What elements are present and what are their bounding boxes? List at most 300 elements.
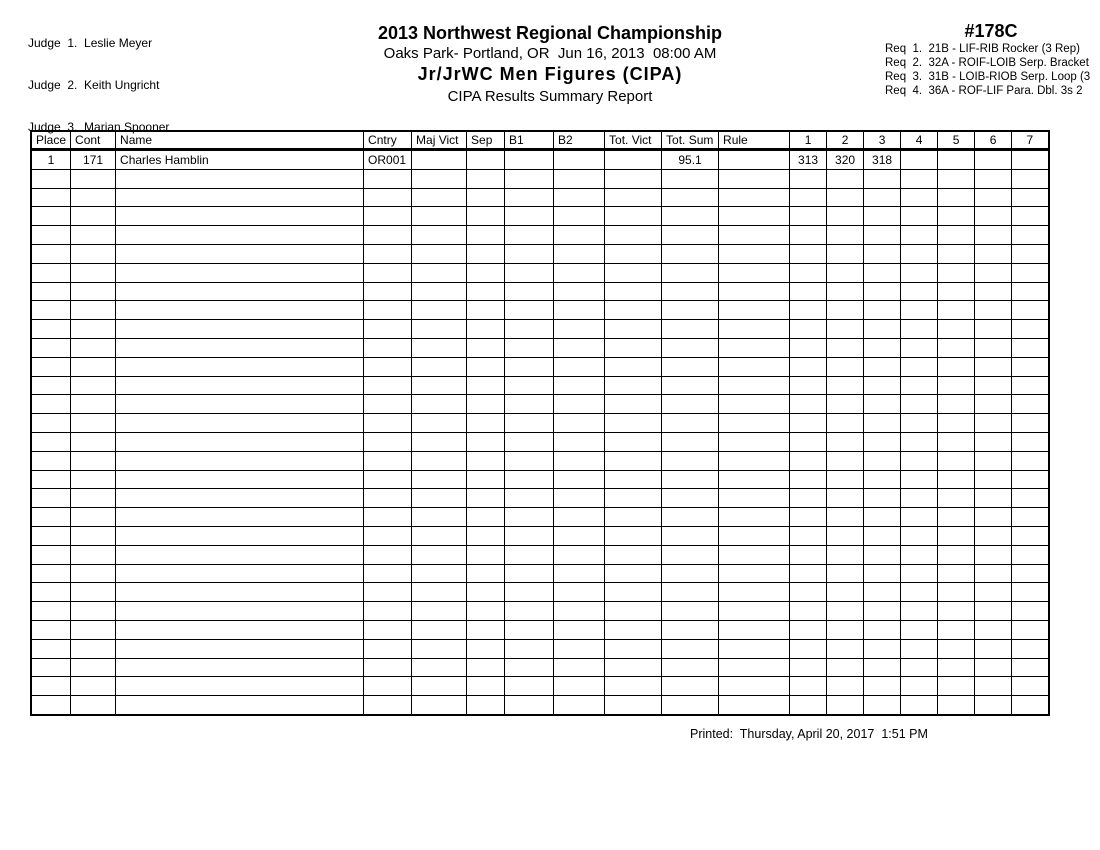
- cell: OR001: [364, 150, 412, 170]
- cell: [719, 226, 790, 245]
- cell: [505, 395, 554, 414]
- cell: [605, 320, 662, 339]
- column-header-cntry: Cntry: [364, 131, 412, 150]
- cell: [864, 338, 901, 357]
- cell: [827, 639, 864, 658]
- cell: [938, 508, 975, 527]
- empty-row: [31, 620, 1049, 639]
- cell: [505, 150, 554, 170]
- cell: [662, 226, 719, 245]
- cell: [71, 263, 116, 282]
- cell: [505, 545, 554, 564]
- cell: [790, 395, 827, 414]
- cell: [975, 150, 1012, 170]
- cell: [901, 602, 938, 621]
- cell: [554, 226, 605, 245]
- cell: [554, 357, 605, 376]
- cell: [31, 508, 71, 527]
- empty-row: [31, 677, 1049, 696]
- cell: [827, 263, 864, 282]
- cell: [1012, 188, 1049, 207]
- cell: [71, 207, 116, 226]
- cell: [412, 301, 467, 320]
- cell: [938, 696, 975, 715]
- cell: [605, 545, 662, 564]
- cell: [719, 207, 790, 226]
- cell: [901, 395, 938, 414]
- cell: [505, 583, 554, 602]
- cell: [864, 470, 901, 489]
- cell: [827, 207, 864, 226]
- cell: [605, 301, 662, 320]
- cell: [364, 414, 412, 433]
- event-title: Jr/JrWC Men Figures (CIPA): [417, 64, 683, 84]
- cell: [467, 169, 505, 188]
- cell: [554, 677, 605, 696]
- cell: [116, 395, 364, 414]
- cell: [71, 602, 116, 621]
- cell: [554, 696, 605, 715]
- cell: [662, 489, 719, 508]
- cell: [901, 526, 938, 545]
- cell: [412, 432, 467, 451]
- cell: [116, 282, 364, 301]
- cell: [467, 677, 505, 696]
- cell: [790, 620, 827, 639]
- empty-row: [31, 357, 1049, 376]
- empty-row: [31, 395, 1049, 414]
- cell: [827, 489, 864, 508]
- cell: [554, 244, 605, 263]
- cell: [901, 414, 938, 433]
- cell: [412, 526, 467, 545]
- column-header-4: 4: [901, 131, 938, 150]
- cell: [975, 564, 1012, 583]
- cell: [412, 357, 467, 376]
- cell: [901, 150, 938, 170]
- cell: [1012, 320, 1049, 339]
- cell: [827, 357, 864, 376]
- cell: [719, 696, 790, 715]
- cell: [719, 432, 790, 451]
- cell: [116, 508, 364, 527]
- cell: [412, 395, 467, 414]
- cell: [662, 526, 719, 545]
- cell: [31, 677, 71, 696]
- cell: [31, 301, 71, 320]
- cell: [116, 470, 364, 489]
- cell: [31, 658, 71, 677]
- cell: [938, 602, 975, 621]
- cell: [864, 395, 901, 414]
- cell: [662, 639, 719, 658]
- cell: [364, 526, 412, 545]
- empty-row: [31, 658, 1049, 677]
- cell: [364, 395, 412, 414]
- cell: [116, 526, 364, 545]
- cell: [116, 207, 364, 226]
- cell: [901, 301, 938, 320]
- cell: [71, 301, 116, 320]
- cell: [719, 357, 790, 376]
- cell: [605, 395, 662, 414]
- cell: [71, 564, 116, 583]
- cell: [605, 620, 662, 639]
- cell: [719, 150, 790, 170]
- cell: [827, 244, 864, 263]
- cell: [938, 376, 975, 395]
- cell: [71, 320, 116, 339]
- cell: [364, 169, 412, 188]
- cell: [719, 244, 790, 263]
- cell: [554, 545, 605, 564]
- cell: [827, 169, 864, 188]
- cell: [827, 226, 864, 245]
- cell: [901, 376, 938, 395]
- cell: [719, 602, 790, 621]
- event-number: #178C: [964, 21, 1018, 41]
- column-header-b2: B2: [554, 131, 605, 150]
- cell: [901, 677, 938, 696]
- cell: [412, 508, 467, 527]
- cell: [864, 301, 901, 320]
- cell: [554, 282, 605, 301]
- cell: [71, 188, 116, 207]
- cell: [662, 414, 719, 433]
- cell: [605, 696, 662, 715]
- cell: [975, 414, 1012, 433]
- cell: [901, 226, 938, 245]
- cell: [938, 451, 975, 470]
- cell: [662, 508, 719, 527]
- cell: [554, 395, 605, 414]
- printed-timestamp: Printed: Thursday, April 20, 2017 1:51 PM: [690, 727, 928, 741]
- empty-row: [31, 263, 1049, 282]
- cell: [505, 602, 554, 621]
- cell: [719, 395, 790, 414]
- cell: [864, 376, 901, 395]
- cell: [364, 263, 412, 282]
- cell: [116, 489, 364, 508]
- empty-row: [31, 508, 1049, 527]
- cell: [71, 658, 116, 677]
- cell: [938, 639, 975, 658]
- cell: [116, 169, 364, 188]
- cell: [790, 338, 827, 357]
- cell: [662, 282, 719, 301]
- cell: [901, 169, 938, 188]
- event-info-block: [885, 21, 1100, 98]
- cell: [938, 357, 975, 376]
- cell: [901, 244, 938, 263]
- cell: [505, 226, 554, 245]
- cell: [662, 451, 719, 470]
- cell: [412, 320, 467, 339]
- cell: [31, 451, 71, 470]
- empty-row: [31, 244, 1049, 263]
- cell: [31, 583, 71, 602]
- judge-line: Judge 2. Keith Ungricht: [28, 78, 160, 92]
- cell: [790, 207, 827, 226]
- cell: [31, 244, 71, 263]
- cell: [505, 207, 554, 226]
- cell: [790, 677, 827, 696]
- cell: [554, 263, 605, 282]
- cell: [1012, 526, 1049, 545]
- cell: [719, 526, 790, 545]
- cell: [364, 207, 412, 226]
- cell: [505, 489, 554, 508]
- cell: [901, 564, 938, 583]
- cell: [1012, 470, 1049, 489]
- cell: [938, 207, 975, 226]
- cell: [116, 620, 364, 639]
- cell: [116, 545, 364, 564]
- cell: [827, 282, 864, 301]
- cell: [505, 526, 554, 545]
- cell: [975, 282, 1012, 301]
- cell: [605, 451, 662, 470]
- cell: [938, 526, 975, 545]
- cell: [412, 451, 467, 470]
- cell: [505, 188, 554, 207]
- cell: [790, 696, 827, 715]
- cell: [901, 263, 938, 282]
- cell: [412, 338, 467, 357]
- judge-line: Judge 3. Marian Spooner: [28, 120, 170, 134]
- cell: [864, 451, 901, 470]
- cell: [719, 677, 790, 696]
- cell: [864, 639, 901, 658]
- cell: [864, 244, 901, 263]
- cell: [1012, 639, 1049, 658]
- cell: [938, 244, 975, 263]
- cell: [605, 207, 662, 226]
- cell: [605, 526, 662, 545]
- cell: [467, 583, 505, 602]
- cell: [1012, 338, 1049, 357]
- empty-row: [31, 564, 1049, 583]
- cell: [901, 696, 938, 715]
- cell: [662, 244, 719, 263]
- cell: [662, 696, 719, 715]
- cell: [1012, 451, 1049, 470]
- cell: [790, 169, 827, 188]
- cell: [71, 489, 116, 508]
- cell: [827, 696, 864, 715]
- cell: [31, 207, 71, 226]
- cell: [901, 545, 938, 564]
- empty-row: [31, 376, 1049, 395]
- cell: [975, 677, 1012, 696]
- cell: [31, 357, 71, 376]
- results-table: [30, 130, 1050, 716]
- cell: [975, 489, 1012, 508]
- cell: [71, 470, 116, 489]
- cell: 171: [71, 150, 116, 170]
- cell: [554, 207, 605, 226]
- cell: [1012, 432, 1049, 451]
- cell: [505, 357, 554, 376]
- empty-row: [31, 169, 1049, 188]
- cell: [364, 696, 412, 715]
- cell: [554, 376, 605, 395]
- cell: [719, 263, 790, 282]
- cell: [662, 376, 719, 395]
- cell: [938, 545, 975, 564]
- cell: [790, 602, 827, 621]
- cell: [938, 658, 975, 677]
- cell: [505, 508, 554, 527]
- cell: [901, 489, 938, 508]
- cell: [827, 395, 864, 414]
- empty-row: [31, 282, 1049, 301]
- cell: [1012, 696, 1049, 715]
- cell: [605, 414, 662, 433]
- cell: [71, 282, 116, 301]
- cell: [938, 620, 975, 639]
- cell: [71, 357, 116, 376]
- cell: [71, 244, 116, 263]
- cell: [554, 639, 605, 658]
- cell: [719, 545, 790, 564]
- cell: [938, 564, 975, 583]
- judge-line: Judge 1. Leslie Meyer: [28, 36, 153, 50]
- cell: [116, 263, 364, 282]
- cell: [412, 376, 467, 395]
- cell: [975, 583, 1012, 602]
- cell: [116, 658, 364, 677]
- cell: [790, 451, 827, 470]
- cell: [901, 188, 938, 207]
- cell: [364, 432, 412, 451]
- cell: [975, 244, 1012, 263]
- cell: [864, 414, 901, 433]
- cell: [364, 489, 412, 508]
- cell: [790, 470, 827, 489]
- cell: [790, 564, 827, 583]
- cell: [412, 583, 467, 602]
- cell: [864, 564, 901, 583]
- cell: [554, 150, 605, 170]
- cell: [467, 639, 505, 658]
- cell: [975, 620, 1012, 639]
- cell: [864, 602, 901, 621]
- cell: [1012, 489, 1049, 508]
- cell: [605, 338, 662, 357]
- cell: [1012, 414, 1049, 433]
- cell: [467, 282, 505, 301]
- cell: [364, 620, 412, 639]
- cell: [864, 696, 901, 715]
- cell: [554, 470, 605, 489]
- cell: [605, 470, 662, 489]
- cell: [467, 658, 505, 677]
- cell: [467, 602, 505, 621]
- empty-row: [31, 301, 1049, 320]
- cell: [554, 602, 605, 621]
- cell: [412, 169, 467, 188]
- cell: [31, 414, 71, 433]
- cell: [71, 376, 116, 395]
- cell: [790, 583, 827, 602]
- cell: [116, 432, 364, 451]
- cell: [364, 639, 412, 658]
- column-header-maj-vict: Maj Vict: [412, 131, 467, 150]
- cell: [662, 395, 719, 414]
- empty-row: [31, 696, 1049, 715]
- column-header-3: 3: [864, 131, 901, 150]
- cell: [71, 432, 116, 451]
- cell: [662, 188, 719, 207]
- cell: [505, 414, 554, 433]
- cell: [1012, 620, 1049, 639]
- cell: [364, 545, 412, 564]
- cell: [864, 620, 901, 639]
- cell: [790, 320, 827, 339]
- cell: [364, 376, 412, 395]
- cell: [605, 150, 662, 170]
- cell: [719, 489, 790, 508]
- cell: [467, 414, 505, 433]
- cell: [827, 564, 864, 583]
- cell: [790, 526, 827, 545]
- cell: [554, 489, 605, 508]
- cell: [662, 263, 719, 282]
- cell: [719, 169, 790, 188]
- cell: [412, 207, 467, 226]
- cell: [827, 451, 864, 470]
- cell: [827, 526, 864, 545]
- cell: [467, 470, 505, 489]
- cell: [31, 470, 71, 489]
- requirement-line: Req 2. 32A - ROIF-LOIB Serp. Bracket: [885, 57, 1089, 69]
- cell: [505, 338, 554, 357]
- cell: [116, 357, 364, 376]
- column-header-2: 2: [827, 131, 864, 150]
- cell: [116, 301, 364, 320]
- cell: [662, 583, 719, 602]
- cell: [901, 508, 938, 527]
- cell: [605, 639, 662, 658]
- cell: [505, 639, 554, 658]
- cell: [938, 432, 975, 451]
- empty-row: [31, 470, 1049, 489]
- cell: [505, 376, 554, 395]
- cell: [412, 226, 467, 245]
- column-header-7: 7: [1012, 131, 1049, 150]
- cell: [1012, 376, 1049, 395]
- cell: [975, 602, 1012, 621]
- cell: [901, 207, 938, 226]
- cell: [71, 226, 116, 245]
- cell: [605, 489, 662, 508]
- empty-row: [31, 432, 1049, 451]
- cell: [31, 395, 71, 414]
- cell: [790, 244, 827, 263]
- cell: [827, 620, 864, 639]
- cell: 1: [31, 150, 71, 170]
- cell: [864, 489, 901, 508]
- cell: [901, 320, 938, 339]
- cell: [662, 169, 719, 188]
- cell: [662, 338, 719, 357]
- empty-row: [31, 451, 1049, 470]
- cell: [364, 564, 412, 583]
- cell: [827, 602, 864, 621]
- cell: [605, 263, 662, 282]
- cell: [864, 432, 901, 451]
